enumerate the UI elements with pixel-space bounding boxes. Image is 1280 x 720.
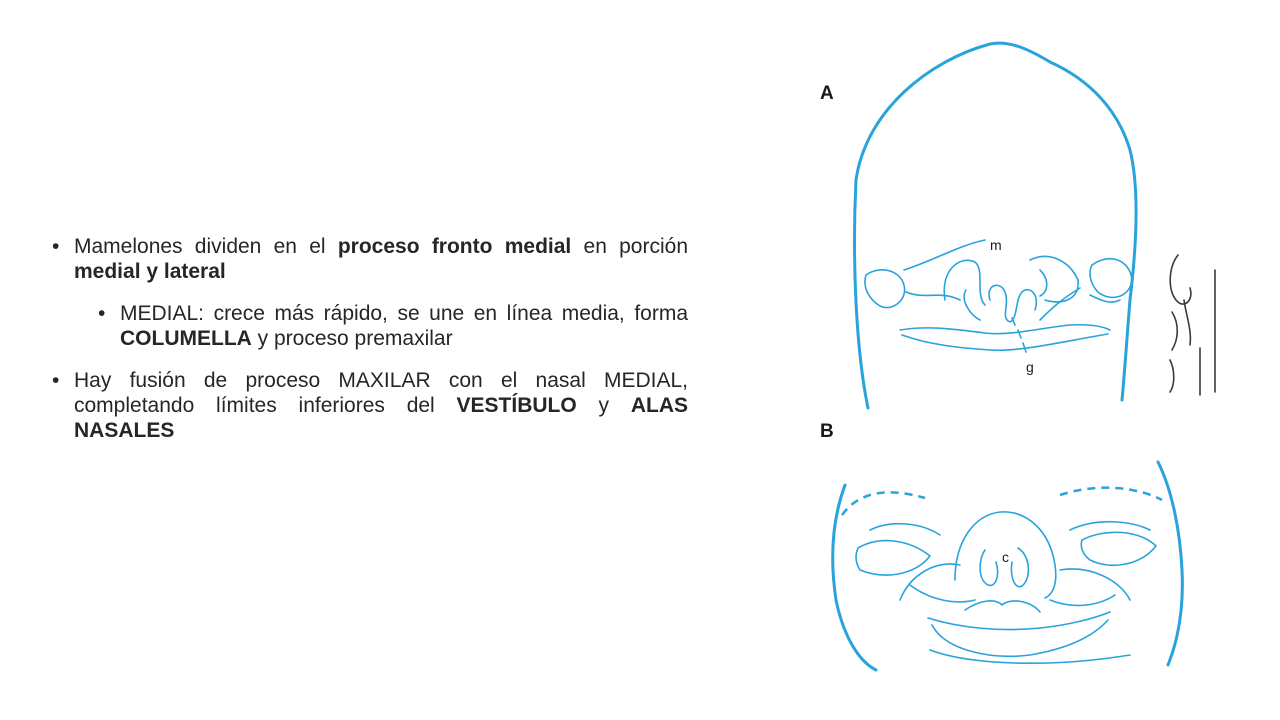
sub-bullet-item xyxy=(98,301,688,351)
head-outline xyxy=(855,43,1137,408)
left-brow-dashes xyxy=(842,492,925,515)
bullet-list xyxy=(52,234,688,460)
bullet-bold-text: VESTÍBULO xyxy=(456,394,577,417)
right-fold-line xyxy=(1040,288,1120,320)
left-nasal-process xyxy=(944,260,985,320)
artist-signature xyxy=(1170,255,1215,395)
bullet-item xyxy=(52,368,688,443)
bullet-bold-text: proceso fronto medial xyxy=(337,235,572,258)
illustration-svg xyxy=(800,30,1240,680)
right-nasal-process xyxy=(1030,256,1078,301)
label-c: c xyxy=(1002,549,1009,565)
upper-lip xyxy=(928,612,1110,630)
right-eye xyxy=(1081,532,1156,565)
panel-b-label: B xyxy=(820,421,834,442)
bullet-text: y proceso premaxilar xyxy=(251,327,453,350)
medial-nasal-processes xyxy=(989,285,1036,322)
right-brow-dashes xyxy=(1060,488,1162,500)
right-maxillary-process xyxy=(1050,569,1130,605)
stomodeum-upper xyxy=(900,325,1110,334)
stomodeum-lower xyxy=(902,334,1108,350)
right-lateral-process xyxy=(1090,259,1132,298)
bullet-bold-text: ALAS NASALES xyxy=(74,394,688,442)
embryo-face-illustration xyxy=(800,30,1240,680)
right-face-edge xyxy=(1158,462,1182,665)
bullet-item xyxy=(52,234,688,284)
bullet-text: en porción xyxy=(571,235,689,258)
right-nostril xyxy=(1011,548,1028,587)
bullet-text: Hay fusión de proceso MAXILAR con el nasal MEDIAL, completando límites inferiores del xyxy=(74,369,688,417)
left-eyelid xyxy=(870,524,940,535)
right-eyelid xyxy=(1070,522,1150,530)
left-nostril xyxy=(980,550,997,585)
bullet-text: MEDIAL: crece más rápido, se une en línea media, forma xyxy=(120,302,688,325)
bullet-text: Mamelones dividen en el xyxy=(74,235,338,258)
label-m: m xyxy=(990,237,1002,253)
philtrum xyxy=(965,601,1040,612)
label-g: g xyxy=(1026,359,1034,375)
left-lateral-process xyxy=(865,270,905,308)
bullet-text: y xyxy=(576,394,631,417)
left-eye xyxy=(856,541,930,575)
bullet-bold-text: COLUMELLA xyxy=(120,327,252,350)
chin-line xyxy=(930,650,1130,663)
left-face-edge xyxy=(833,485,876,670)
groove-line xyxy=(1012,318,1026,352)
panel-a-label: A xyxy=(820,83,834,104)
bullet-bold-text: medial y lateral xyxy=(74,260,226,283)
